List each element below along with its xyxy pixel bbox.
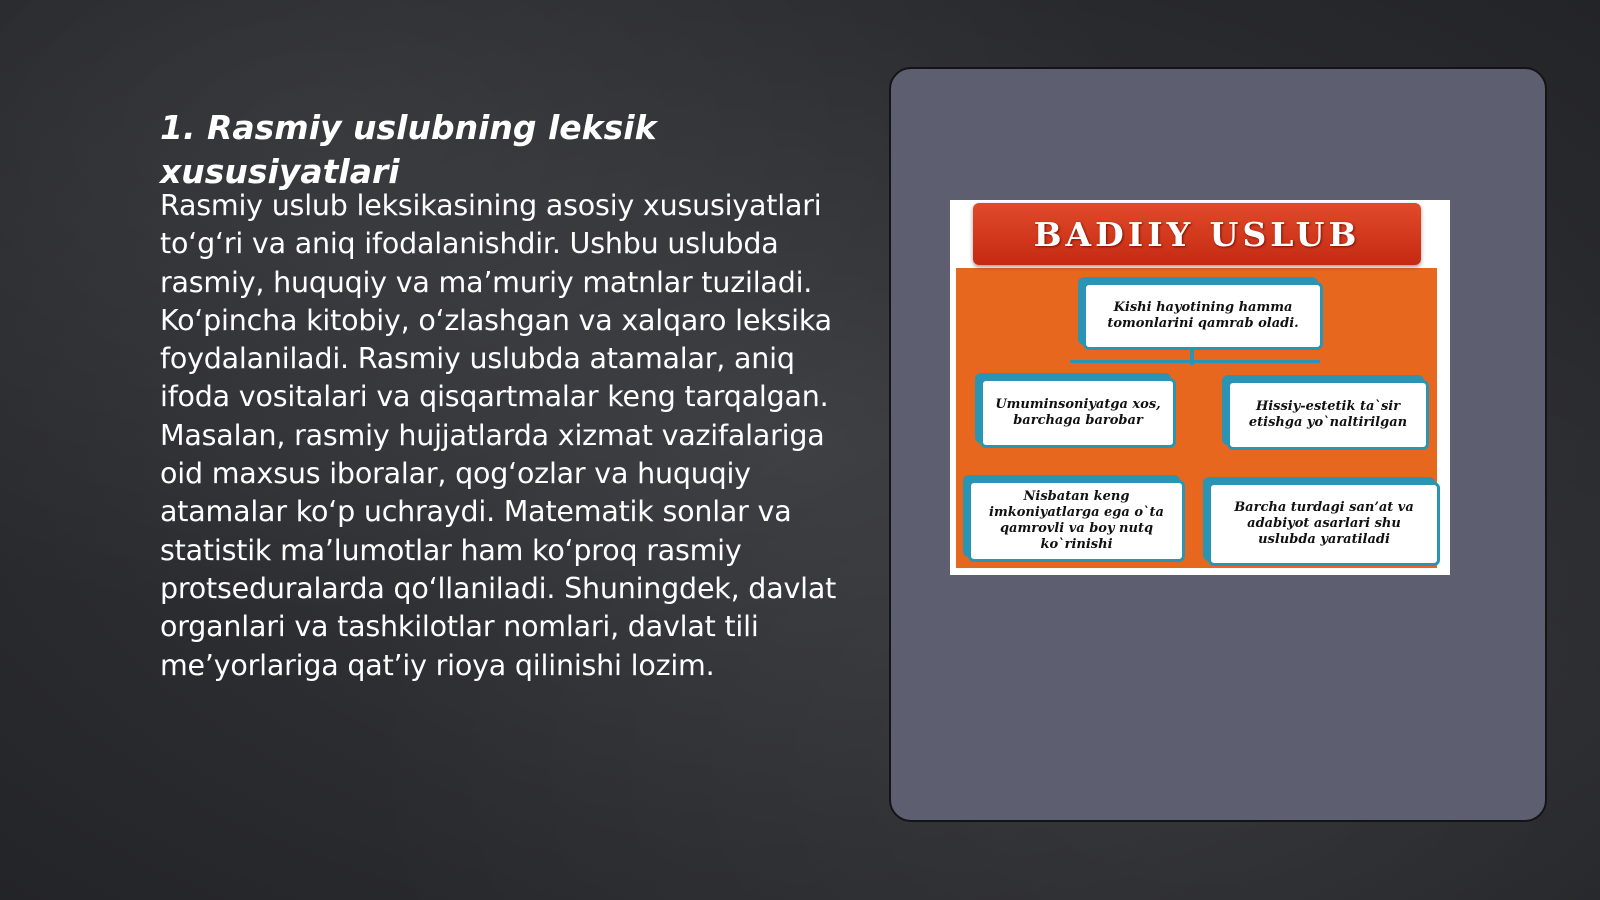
diagram-box-top: Kishi hayotining hamma tomonlarini qamrab oladi. [1083,282,1323,350]
slide-body-text: Rasmiy uslub leksikasining asosiy xususiyatlari to‘g‘ri va aniq ifodalanishdir. Ushbu uslubda rasmiy, huquqiy va ma’muriy matnlar tuziladi. Ko‘pincha kitobiy, o‘zlashgan va xalqaro leksika foydalaniladi. Rasmiy uslubda atamalar, aniq ifoda vositalari va qisqartmalar keng tarqalgan. Masalan, rasmiy hujjatlarda xizmat vazifalariga oid maxsus iboralar, qog‘ozlar va huquqiy atamalar ko‘p uchraydi. Matematik sonlar va statistik ma’lumotlar ham ko‘proq rasmiy protseduralarda qo‘llaniladi. Shuningdek, davlat organlari va tashkilotlar nomlari, davlat tili me’yorlariga qat’iy rioya qilinishi lozim. [160,189,837,682]
diagram-box-middle-right: Hissiy-estetik ta`sir etishga yo`naltirilgan [1227,380,1429,450]
diagram-box-middle-left: Umuminsoniyatga xos, barchaga barobar [980,378,1176,448]
diagram-box-bottom-left: Nisbatan keng imkoniyatlarga ega o`ta qamrovli va boy nutq ko`rinishi [968,480,1185,562]
diagram-image [950,200,1450,575]
diagram-header: BADIIY USLUB [973,203,1421,265]
diagram-box-bottom-right: Barcha turdagi san’at va adabiyot asarlari shu uslubda yaratiladi [1208,482,1440,566]
connector-line [1070,360,1320,363]
slide-title: 1. Rasmiy uslubning leksik xususiyatlari [160,108,657,191]
